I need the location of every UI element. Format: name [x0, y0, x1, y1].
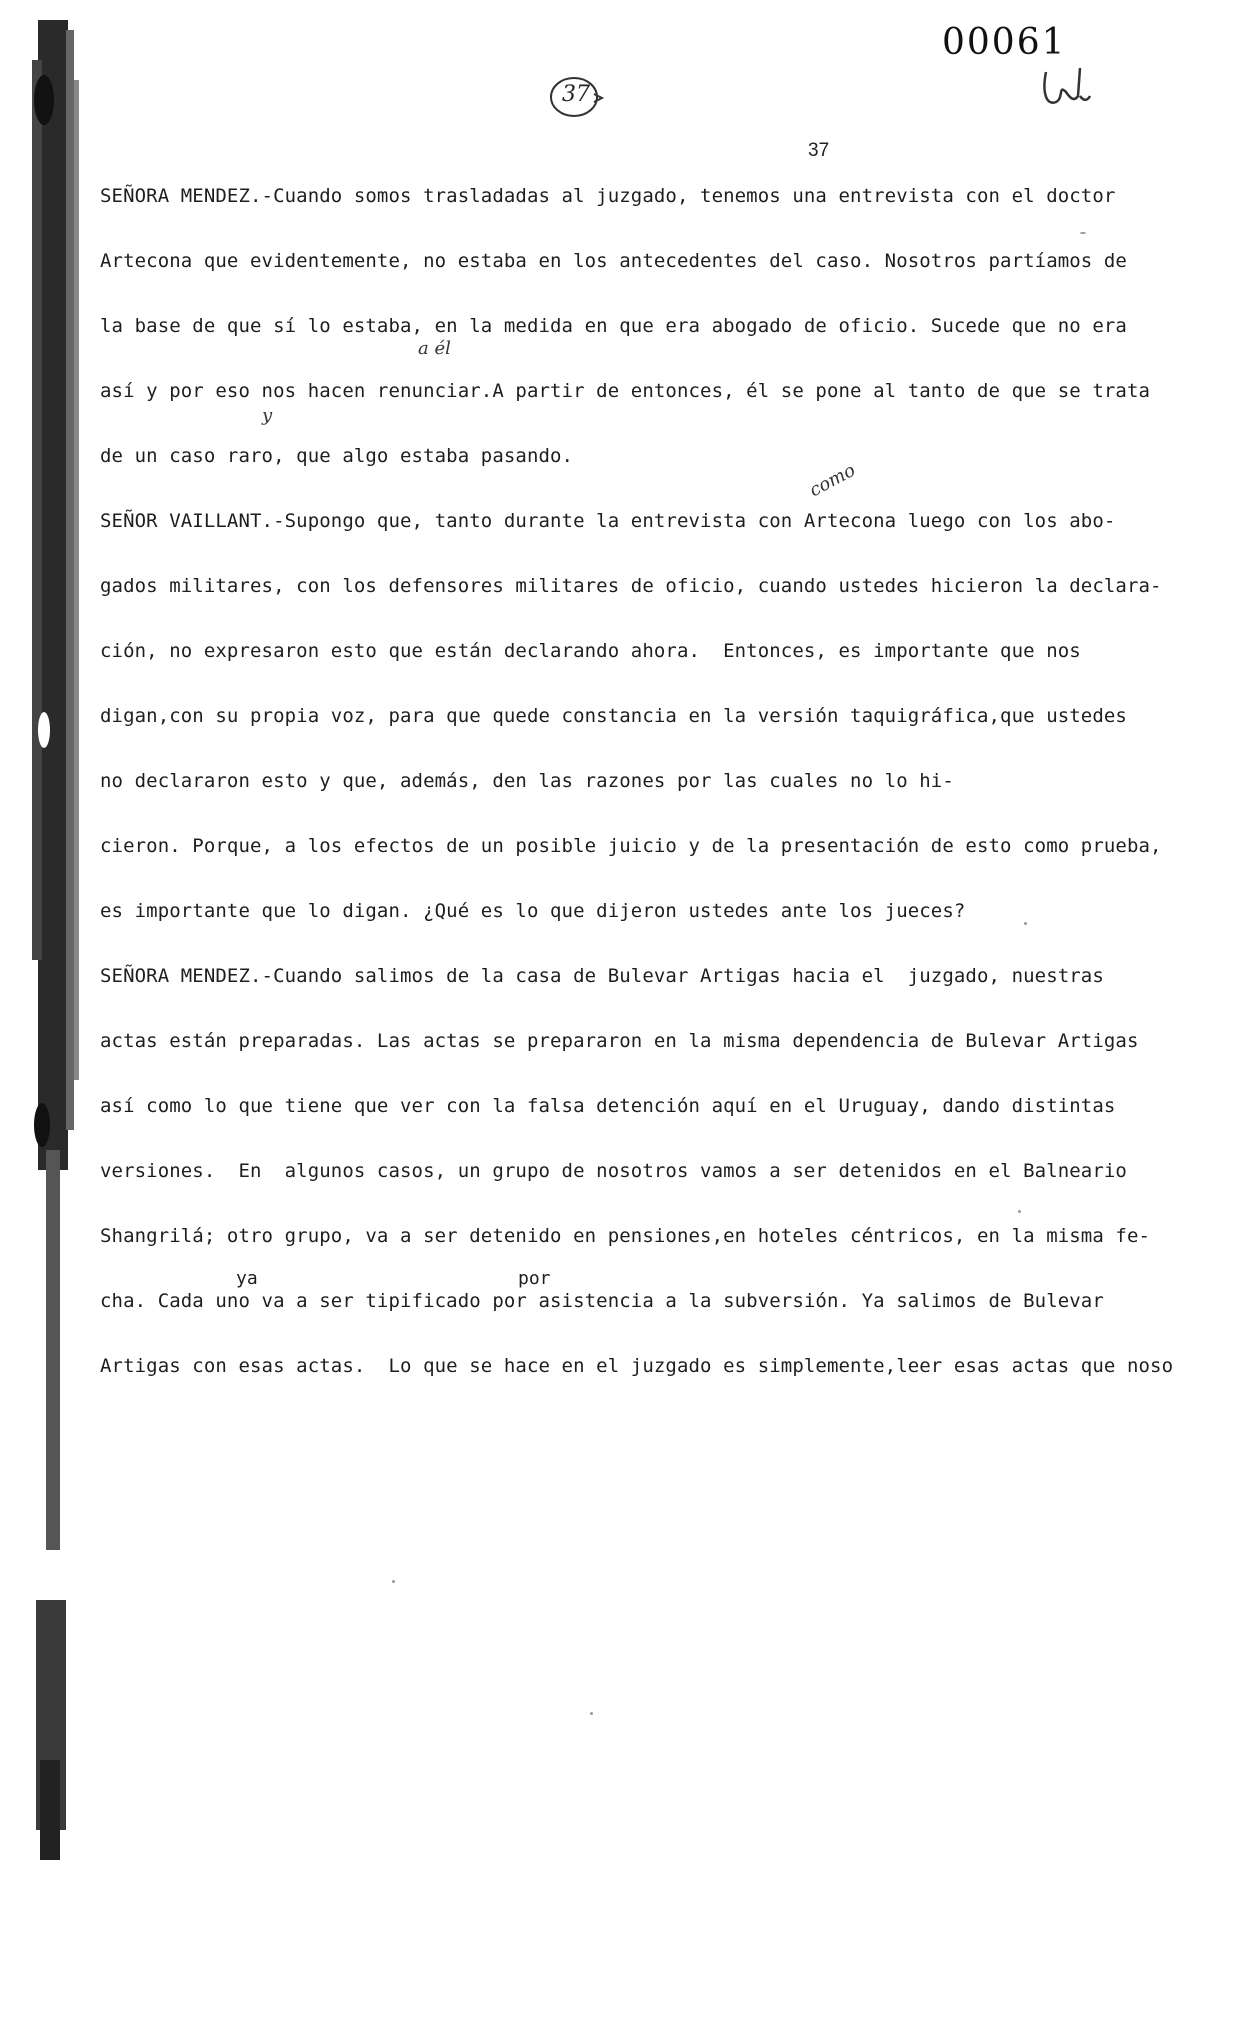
- transcript-line: no declararon esto y que, además, den las razones por las cuales no lo hi-: [100, 770, 954, 792]
- transcript-line: SEÑORA MENDEZ.-Cuando somos trasladadas al juzgado, tenemos una entrevista con el doctor: [100, 185, 1116, 207]
- transcript-body: [100, 181, 1174, 1416]
- scan-speck: [1018, 1210, 1021, 1213]
- transcript-line: gados militares, con los defensores militares de oficio, cuando ustedes hicieron la declara-: [100, 575, 1162, 597]
- scan-speck: [1080, 232, 1086, 234]
- handwritten-initials: [1040, 62, 1092, 114]
- circled-folio-number: 37: [562, 82, 590, 107]
- interlinear-insert-ya: ya: [236, 1268, 258, 1289]
- transcript-line: cha. Cada uno va a ser tipificado por asistencia a la subversión. Ya salimos de Bulevar: [100, 1290, 1104, 1312]
- transcript-line: versiones. En algunos casos, un grupo de nosotros vamos a ser detenidos en el Balneario: [100, 1160, 1127, 1182]
- transcript-line: es importante que lo digan. ¿Qué es lo que dijeron ustedes ante los jueces?: [100, 900, 966, 922]
- interlinear-insert-por: por: [518, 1268, 551, 1289]
- transcript-line: de un caso raro, que algo estaba pasando.: [100, 445, 574, 467]
- transcript-line: cieron. Porque, a los efectos de un posible juicio y de la presentación de esto como prueba,: [100, 835, 1162, 857]
- document-stamp-number: 00061: [942, 22, 1067, 63]
- transcript-line: así y por eso nos hacen renunciar.A partir de entonces, él se pone al tanto de que se trata: [100, 380, 1151, 402]
- page-number: 37: [808, 140, 830, 161]
- transcript-line: SEÑOR VAILLANT.-Supongo que, tanto durante la entrevista con Artecona luego con los abo-: [100, 510, 1116, 532]
- transcript-line: ción, no expresaron esto que están declarando ahora. Entonces, es importante que nos: [100, 640, 1081, 662]
- transcript-line: la base de que sí lo estaba, en la medida en que era abogado de oficio. Sucede que no era: [100, 315, 1127, 337]
- transcript-line: Artigas con esas actas. Lo que se hace en el juzgado es simplemente,leer esas actas que noso: [100, 1355, 1174, 1377]
- transcript-line: actas están preparadas. Las actas se prepararon en la misma dependencia de Bulevar Artigas: [100, 1030, 1139, 1052]
- transcript-line: digan,con su propia voz, para que quede constancia en la versión taquigráfica,que ustedes: [100, 705, 1127, 727]
- handwritten-correction-como: como: [805, 459, 859, 502]
- scan-speck: [1024, 922, 1027, 925]
- handwritten-correction-y: y: [262, 405, 273, 426]
- transcript-line: SEÑORA MENDEZ.-Cuando salimos de la casa de Bulevar Artigas hacia el juzgado, nuestras: [100, 965, 1104, 987]
- transcript-line: así como lo que tiene que ver con la falsa detención aquí en el Uruguay, dando distintas: [100, 1095, 1116, 1117]
- scan-binding-edge: [0, 0, 110, 2025]
- handwritten-correction-a-el: a él: [418, 338, 451, 359]
- scan-speck: [392, 1580, 395, 1583]
- transcript-line: Shangrilá; otro grupo, va a ser detenido en pensiones,en hoteles céntricos, en la misma fe-: [100, 1225, 1151, 1247]
- transcript-line: Artecona que evidentemente, no estaba en los antecedentes del caso. Nosotros partíamos de: [100, 250, 1127, 272]
- scan-speck: [590, 1712, 593, 1715]
